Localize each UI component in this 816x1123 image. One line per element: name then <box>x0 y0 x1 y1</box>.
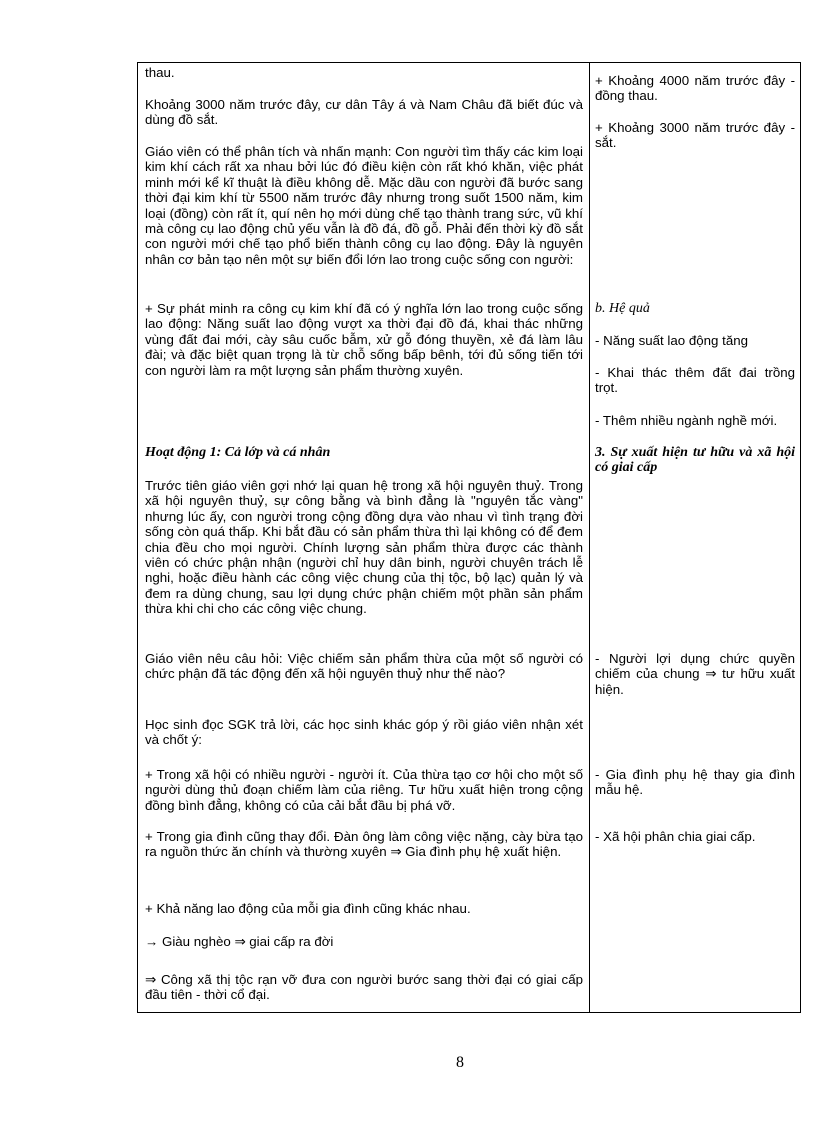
paragraph-patriarchal-family: + Trong gia đình cũng thay đổi. Đàn ông làm công việc nặng, cày bừa tạo ra nguồn thức ăn chính và thường xuyên ⇒ Gia đình phụ hệ xuất hiện. <box>145 829 583 860</box>
section-heading-private-property: 3. Sự xuất hiện tư hữu và xã hội có giai cấp <box>595 445 795 476</box>
paragraph-class-origin: → Giàu nghèo ⇒ giai cấp ra đời <box>145 934 334 949</box>
note-land: - Khai thác thêm đất đai trồng trọt. <box>595 365 795 396</box>
paragraph-ancient-era: ⇒ Công xã thị tộc rạn vỡ đưa con người bước sang thời đại có giai cấp đầu tiên - thời cổ đại. <box>145 972 583 1003</box>
content-table <box>137 62 801 1013</box>
paragraph-primitive-society: Trước tiên giáo viên gợi nhớ lại quan hệ trong xã hội nguyên thuỷ. Trong xã hội nguyên thuỷ, sự công bằng và bình đẳng là "nguyên tắc vàng" nhưng lúc ấy, con người trong cộng đồng dựa vào nhau vì tình trạng đời sống còn quá thấp. Khi bắt đầu có sản phẩm thừa thì lại không có để đem chia đều cho mọi người. Chính lượng sản phẩm thừa được các thành viên có chức phận nhận (người chỉ huy dân binh, người chuyên trách lễ nghi, hoặc điều hành các công việc chung của thị tộc, bộ lạc) quản lý và đem ra dùng chung, sau lợi dụng chức phận chiếm một phần sản phẩm thừa khi chi cho các công việc chung. <box>145 478 583 617</box>
paragraph-labor-ability: + Khả năng lao động của mỗi gia đình cũng khác nhau. <box>145 901 471 916</box>
note-new-jobs: - Thêm nhiều ngành nghề mới. <box>595 413 778 428</box>
note-iron: + Khoảng 3000 năm trước đây - sắt. <box>595 120 795 151</box>
paragraph-metal-tools-impact: + Sự phát minh ra công cụ kim khí đã có ý nghĩa lớn lao trong cuộc sống lao động: Năng suất lao động vượt xa thời đại đồ đá, khai thác những vùng đất đai mới, cày sâu cuốc bẫm, xử gỗ đóng thuyền, xẻ đá làm lâu đài; và đặc biệt quan trọng là từ chỗ sống bấp bênh, tới đủ sống tiến tới con người làm ra một lượng sản phẩm thường xuyên. <box>145 301 583 378</box>
paragraph-student-answer: Học sinh đọc SGK trả lời, các học sinh khác góp ý rồi giáo viên nhận xét và chốt ý: <box>145 717 583 748</box>
note-patriarchy: - Gia đình phụ hệ thay gia đình mẫu hệ. <box>595 767 795 798</box>
paragraph-teacher-analysis: Giáo viên có thể phân tích và nhấn mạnh: Con người tìm thấy các kim loại kim khí cách rất xa nhau bởi lúc đó điều kiện còn rất khó khăn, việc phát minh mới kể kĩ thuật là điều không dễ. Mặc dầu con người đã bước sang thời đại kim khí từ 5500 năm trước đây nhưng trong suốt 1500 năm, kim loại (đồng) còn rất ít, quí nên họ mới dùng chế tạo thành trang sức, vũ khí mà công cụ lao động chủ yếu vẫn là đồ đá, đồ gỗ. Phải đến thời kỳ đồ sắt con người mới chế tạo phổ biến thành công cụ lao động. Đây là nguyên nhân cơ bản tạo nên một sự biến đổi lớn lao trong cuộc sống con người: <box>145 144 583 267</box>
note-private-property: - Người lợi dụng chức quyền chiếm của chung ⇒ tư hữu xuất hiện. <box>595 651 795 697</box>
column-divider <box>589 63 590 1012</box>
paragraph-private-property: + Trong xã hội có nhiều người - người ít. Của thừa tạo cơ hội cho một số người dùng thủ đoạn chiếm làm của riêng. Tư hữu xuất hiện trong cộng đồng bình đẳng, không có của cải bắt đầu bị phá vỡ. <box>145 767 583 813</box>
paragraph-iron-history: Khoảng 3000 năm trước đây, cư dân Tây á và Nam Châu đã biết đúc và dùng đồ sắt. <box>145 97 583 128</box>
page-number: 8 <box>456 1054 464 1071</box>
note-productivity: - Năng suất lao động tăng <box>595 333 749 348</box>
note-classes: - Xã hội phân chia giai cấp. <box>595 829 756 844</box>
activity-heading: Hoạt động 1: Cả lớp và cá nhân <box>145 445 331 460</box>
paragraph-thau: thau. <box>145 65 175 80</box>
note-bronze: + Khoảng 4000 năm trước đây - đồng thau. <box>595 73 795 104</box>
consequence-heading: b. Hệ quả <box>595 301 650 316</box>
paragraph-teacher-question: Giáo viên nêu câu hỏi: Việc chiếm sản phẩm thừa của một số người có chức phận đã tác động đến xã hội nguyên thuỷ như thế nào? <box>145 651 583 682</box>
